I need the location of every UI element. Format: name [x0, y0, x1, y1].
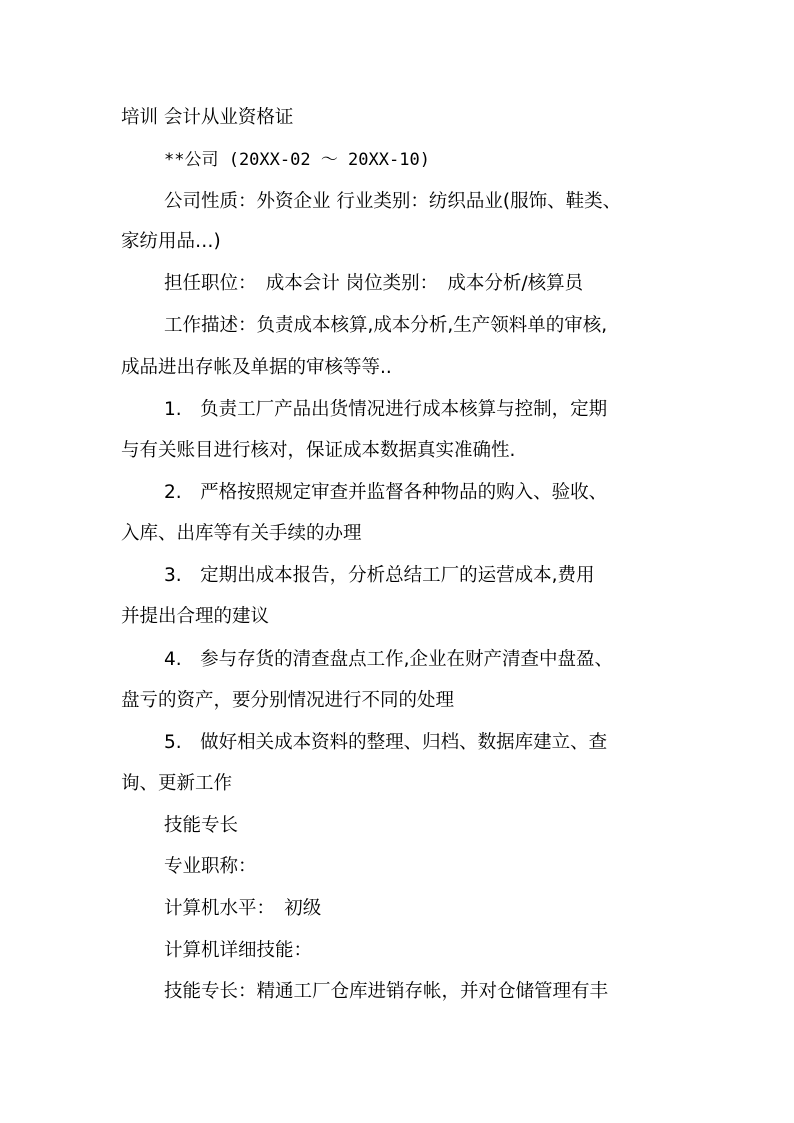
text-line: 计算机详细技能：	[164, 940, 313, 961]
text-line: 询、更新工作	[121, 773, 233, 794]
text-line: 担任职位： 成本会计 岗位类别： 成本分析/核算员	[164, 273, 584, 294]
text-line: 4. 参与存货的清查盘点工作,企业在财产清查中盘盈、	[164, 649, 614, 670]
text-line: 盘亏的资产，要分别情况进行不同的处理	[121, 690, 455, 711]
text-line: 培训 会计从业资格证	[121, 107, 294, 128]
text-line: 5. 做好相关成本资料的整理、归档、数据库建立、查	[164, 732, 608, 753]
text-line: 技能专长：精通工厂仓库进销存帐，并对仓储管理有丰	[164, 981, 609, 1002]
text-line: 入库、出库等有关手续的办理	[121, 523, 362, 544]
text-line: 计算机水平： 初级	[164, 898, 322, 919]
text-line: 3. 定期出成本报告，分析总结工厂的运营成本,费用	[164, 565, 595, 586]
text-line: 并提出合理的建议	[121, 606, 270, 627]
text-line: 家纺用品…)	[121, 231, 221, 252]
text-line: 1. 负责工厂产品出货情况进行成本核算与控制，定期	[164, 399, 608, 420]
text-line: 与有关账目进行核对，保证成本数据真实准确性.	[121, 440, 516, 461]
text-line: 公司性质：外资企业 行业类别：纺织品业(服饰、鞋类、	[164, 191, 622, 212]
section-heading: 技能专长	[164, 815, 239, 836]
text-line: 成品进出存帐及单据的审核等等..	[121, 357, 392, 378]
text-line: 工作描述：负责成本核算,成本分析,生产领料单的审核,	[164, 315, 608, 336]
text-line: 2. 严格按照规定审查并监督各种物品的购入、验收、	[164, 482, 608, 503]
text-line: **公司 (20XX-02 ～ 20XX-10)	[164, 150, 430, 170]
text-line: 专业职称：	[164, 856, 257, 877]
